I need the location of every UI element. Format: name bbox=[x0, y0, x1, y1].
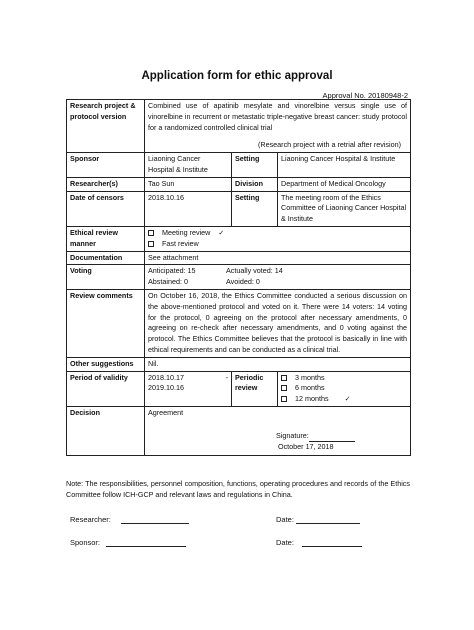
abstained-value: Abstained: 0 bbox=[148, 277, 188, 287]
approval-form-table bbox=[66, 99, 411, 456]
manner-option-fast bbox=[148, 239, 407, 250]
date-value: 2018.10.16 bbox=[145, 191, 232, 226]
table-row bbox=[67, 406, 411, 455]
checkbox bbox=[281, 396, 287, 402]
period-12-label: 12 months bbox=[295, 394, 329, 404]
decision-label: Decision bbox=[67, 406, 145, 455]
period-3-label: 3 months bbox=[295, 372, 325, 382]
setting2-value: The meeting room of the Ethics Committee of Liaoning Cancer Hospital & Institute bbox=[278, 191, 411, 226]
table-row bbox=[67, 251, 411, 265]
project-cell bbox=[145, 100, 411, 153]
validity-cell bbox=[145, 371, 232, 406]
manner-cell bbox=[145, 226, 411, 251]
setting-label: Setting bbox=[232, 153, 278, 178]
checkbox bbox=[148, 241, 154, 247]
project-note: (Research project with a retrial after revision) bbox=[258, 140, 402, 150]
division-value: Department of Medical Oncology bbox=[278, 177, 411, 191]
setting-value: Liaoning Cancer Hospital & Institute bbox=[278, 153, 411, 178]
researcher-blank bbox=[121, 523, 189, 524]
doc-value: See attachment bbox=[145, 251, 411, 265]
table-row bbox=[67, 265, 411, 290]
division-label: Division bbox=[232, 177, 278, 191]
validity-dash: - bbox=[225, 372, 228, 382]
checkmark-icon: ✓ bbox=[344, 394, 351, 404]
avoided-value: Avoided: 0 bbox=[226, 277, 260, 287]
checkbox bbox=[281, 375, 287, 381]
researcher-value: Tao Sun bbox=[145, 177, 232, 191]
date-label: Date of censors bbox=[67, 191, 145, 226]
table-row bbox=[67, 289, 411, 357]
table-row bbox=[67, 153, 411, 178]
sponsor-date-blank bbox=[302, 546, 362, 547]
table-row bbox=[67, 226, 411, 251]
researcher-signature-line bbox=[70, 515, 189, 524]
project-text: Combined use of apatinib mesylate and vinorelbine versus single use of vinorelbine in recurrent or metastatic triple-negative breast cancer: study protocol for a randomized controlled clinical trial bbox=[148, 101, 408, 132]
comments-label: Review comments bbox=[67, 289, 145, 357]
signature-date: October 17, 2018 bbox=[278, 441, 334, 451]
suggestions-label: Other suggestions bbox=[67, 357, 145, 371]
note-text: Note: The responsibilities, personnel composition, functions, operating procedures and records of the Ethics Committee follow ICH-GCP and relevant laws and regulations in China. bbox=[66, 479, 410, 500]
project-label: Research project & protocol version bbox=[67, 100, 145, 153]
table-row bbox=[67, 177, 411, 191]
anticipated-value: Anticipated: 15 bbox=[148, 266, 196, 276]
suggestions-value: Nil. bbox=[145, 357, 411, 371]
signature-line bbox=[148, 431, 407, 442]
periodic-label: Periodic review bbox=[232, 371, 278, 406]
approval-number: Approval No. 20180948-2 bbox=[322, 91, 408, 100]
voting-label: Voting bbox=[67, 265, 145, 290]
sponsor-value: Liaoning Cancer Hospital & Institute bbox=[145, 153, 232, 178]
period-option-12 bbox=[281, 394, 407, 405]
researcher-date-line bbox=[276, 515, 360, 524]
sponsor-footer-label: Sponsor: bbox=[70, 538, 101, 547]
date-footer-label-2: Date: bbox=[276, 538, 294, 547]
signature-label: Signature: bbox=[276, 430, 309, 440]
period-option-3 bbox=[281, 373, 407, 384]
periodic-cell bbox=[278, 371, 411, 406]
checkmark-icon: ✓ bbox=[218, 227, 225, 237]
manner-label: Ethical review manner bbox=[67, 226, 145, 251]
form-title: Application form for ethic approval bbox=[141, 70, 333, 82]
doc-label: Documentation bbox=[67, 251, 145, 265]
checkbox bbox=[281, 385, 287, 391]
setting2-label: Setting bbox=[232, 191, 278, 226]
date-footer-label-1: Date: bbox=[276, 515, 294, 524]
decision-cell bbox=[145, 406, 411, 455]
checkbox bbox=[148, 230, 154, 236]
validity-from: 2018.10.17 bbox=[148, 372, 184, 382]
sponsor-date-line bbox=[276, 538, 362, 547]
validity-to: 2019.10.16 bbox=[148, 383, 184, 393]
manner-option-meeting bbox=[148, 228, 407, 239]
manner-opt2-label: Fast review bbox=[162, 238, 199, 248]
manner-opt1-label: Meeting review bbox=[162, 227, 211, 237]
table-row bbox=[67, 191, 411, 226]
validity-label: Period of validity bbox=[67, 371, 145, 406]
researcher-footer-label: Researcher: bbox=[70, 515, 111, 524]
table-row bbox=[67, 100, 411, 153]
decision-value: Agreement bbox=[148, 407, 184, 417]
table-row bbox=[67, 357, 411, 371]
period-option-6 bbox=[281, 383, 407, 394]
researcher-date-blank bbox=[296, 523, 360, 524]
table-row bbox=[67, 371, 411, 406]
sponsor-signature-line bbox=[70, 538, 186, 547]
voting-cell bbox=[145, 265, 411, 290]
comments-text: On October 16, 2018, the Ethics Committee conducted a serious discussion on the above-mentioned protocol and voted on it. There were 14 voters: 14 voting for the protocol, 0 agreeing on the protocol after necessary amendments, 0 agreeing on re-check after necessary amendments, and 0 voting against the protocol. The Ethics Committee believes that the protocol is basically in line with ethical requirements and can be conducted as a clinical trial. bbox=[145, 289, 411, 357]
sponsor-blank bbox=[106, 546, 186, 547]
period-6-label: 6 months bbox=[295, 383, 325, 393]
researcher-label: Researcher(s) bbox=[67, 177, 145, 191]
actually-value: Actually voted: 14 bbox=[226, 266, 283, 276]
sponsor-label: Sponsor bbox=[67, 153, 145, 178]
